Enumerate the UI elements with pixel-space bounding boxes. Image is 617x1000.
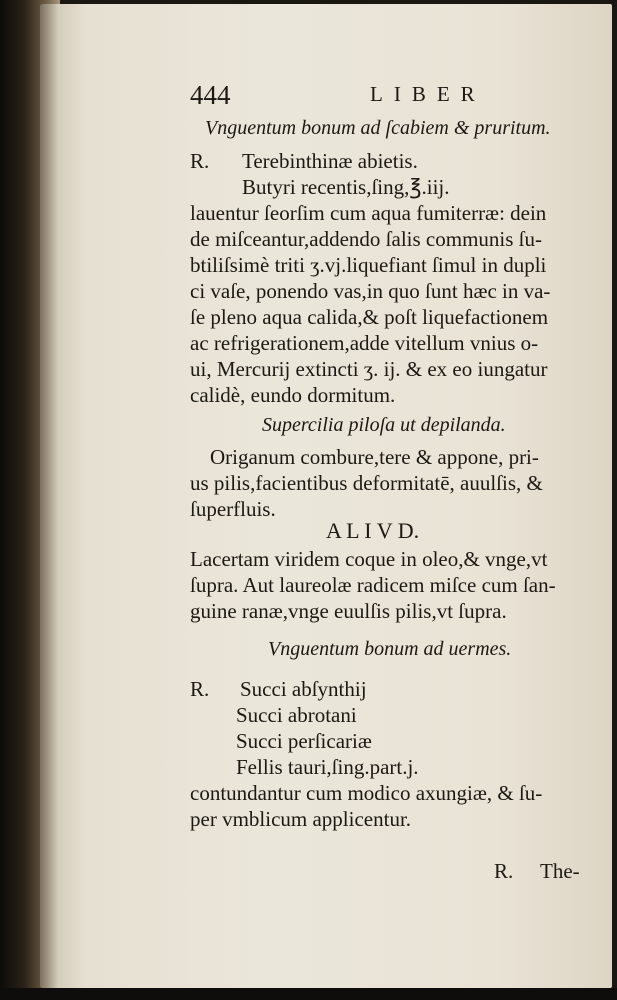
- page-number: 444: [190, 80, 231, 110]
- text-line: lauentur ſeorſim cum aqua fumiterræ: dein: [190, 201, 547, 225]
- text-line: Lacertam viridem coque in oleo,& vnge,vt: [190, 547, 548, 571]
- text-line: ci vaſe, ponendo vas,in quo ſunt hæc in va-: [190, 279, 551, 303]
- text-line: ſupra. Aut laureolæ radicem miſce cum ſan-: [190, 573, 556, 597]
- text-line: per vmblicum applicentur.: [190, 807, 412, 831]
- section-title-worms: Vnguentum bonum ad uermes.: [268, 638, 512, 660]
- text-line: de miſceantur,addendo ſalis communis ſu-: [190, 227, 542, 251]
- text-line: ui, Mercurij extincti ʒ. ij. & ex eo iungatur: [190, 357, 548, 381]
- ingredient-line: Succi abſynthij: [240, 677, 367, 701]
- text-line: contundantur cum modico axungiæ, & ſu-: [190, 781, 543, 805]
- recipe-mark: R.: [190, 677, 210, 701]
- ingredient-line: Butyri recentis,ſing,℥.iij.: [242, 175, 450, 199]
- text-line: Origanum combure,tere & appone, pri-: [210, 445, 539, 469]
- text-line: btiliſsimè triti ʒ.vj.liquefiant ſimul in dupli: [190, 253, 547, 277]
- recipe-mark: R.: [190, 149, 210, 173]
- text-line: ſe pleno aqua calida,& poſt liquefactionem: [190, 305, 549, 329]
- text-line: us pilis,facientibus deformitatē, auulſis, &: [190, 471, 543, 495]
- bottom-edge: [0, 988, 617, 1000]
- text-line: ſuperfluis.: [190, 497, 276, 521]
- catchword-mark: R.: [494, 859, 514, 883]
- text-line: guine ranæ,vnge euulſis pilis,vt ſupra.: [190, 599, 507, 623]
- section-title-scabies: Vnguentum bonum ad ſcabiem & pruritum.: [205, 117, 551, 139]
- ingredient-line: Fellis tauri,ſing.part.j.: [236, 755, 419, 779]
- gutter-shadow: [40, 4, 58, 988]
- section-title-eyebrows: Supercilia piloſa ut depilanda.: [262, 414, 506, 436]
- text-line: ac refrigerationem,adde vitellum vnius o-: [190, 331, 539, 355]
- ingredient-line: Terebinthinæ abietis.: [242, 149, 418, 173]
- section-title-aliud: A L I V D.: [326, 518, 420, 543]
- text-line: calidè, eundo dormitum.: [190, 383, 396, 407]
- ingredient-line: Succi abrotani: [236, 703, 357, 727]
- running-title: LIBER: [370, 82, 486, 106]
- catchword: The-: [540, 859, 580, 883]
- ingredient-line: Succi perſicariæ: [236, 729, 372, 753]
